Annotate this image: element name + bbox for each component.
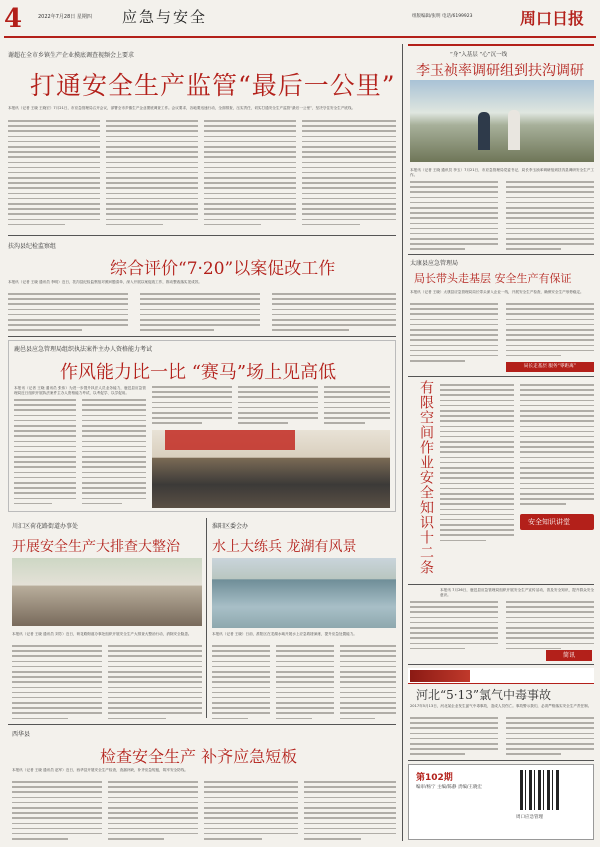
article3-text-col-1 bbox=[14, 399, 76, 507]
person-figure bbox=[508, 110, 520, 150]
article6-body: 本报讯（记者 王晓 通讯员 赵军）近日，西华县开展安全生产检查，查漏补缺，补齐应急短板，筑牢安全防线。 bbox=[12, 768, 188, 772]
sidebar-text-col-2 bbox=[506, 181, 594, 251]
divider bbox=[8, 235, 396, 236]
page-number: 4 bbox=[4, 4, 23, 34]
article3-text-col-3 bbox=[152, 386, 232, 426]
article2-kicker: 扶沟县纪检监察组 bbox=[8, 243, 57, 250]
article6-text-col-2 bbox=[108, 781, 198, 841]
article4-body: 本报讯（记者 王晓 通讯员 刘芳）近日，荷花路街道办事处组织开展安全生产大排查大整治行动，消除安全隐患。 bbox=[12, 632, 192, 636]
lead-text-col-1 bbox=[8, 120, 100, 230]
lake-drill-photo bbox=[212, 558, 396, 628]
sidebar-item2-text-col-1 bbox=[410, 303, 498, 365]
article6-text-col-4 bbox=[304, 781, 396, 841]
article2-text-col-1 bbox=[8, 293, 128, 333]
divider bbox=[408, 760, 594, 761]
qr-code[interactable] bbox=[520, 770, 560, 810]
sidebar-item2-kicker: 太康县应急管理局 bbox=[410, 260, 459, 267]
article3-text-col-4 bbox=[238, 386, 318, 426]
article3-text-col-5 bbox=[324, 386, 390, 426]
sidebar-text-col-1 bbox=[410, 181, 498, 251]
issue-date: 2022年7月28日 星期四 bbox=[38, 14, 92, 20]
accident-body: 2017年5月13日，河北某企业发生氯气中毒事故，造成人员伤亡。事故警示我们，必须严格落实安全生产责任制。 bbox=[410, 704, 592, 708]
lead-text-col-4 bbox=[302, 120, 396, 230]
header-rule bbox=[4, 36, 596, 38]
editor-meta: 组版编辑/张明 电话/6199923 bbox=[412, 14, 473, 19]
sidebar-item2-title: 局长带头走基层 安全生产有保证 bbox=[414, 272, 572, 285]
divider bbox=[408, 664, 594, 665]
sidebar-divider bbox=[402, 44, 403, 841]
investigation-photo bbox=[410, 80, 594, 162]
brief-text-col-2 bbox=[506, 601, 594, 653]
lead-text-col-2 bbox=[106, 120, 198, 230]
article3-title: 作风能力比一比 “赛马”场上见高低 bbox=[60, 362, 337, 383]
article4-title: 开展安全生产大排查大整治 bbox=[12, 539, 180, 555]
article5-text-col-1 bbox=[212, 645, 270, 720]
accident-text-col-2 bbox=[506, 717, 594, 757]
service-badge: 局长走基层 服务“零距离” bbox=[506, 362, 594, 372]
article5-text-col-3 bbox=[340, 645, 396, 720]
qr-caption: 周口应急管理 bbox=[516, 815, 543, 820]
article2-title: 综合评价“7·20”以案促改工作 bbox=[110, 259, 336, 279]
tips-text-col-1 bbox=[440, 384, 514, 544]
article2-text-col-2 bbox=[140, 293, 260, 333]
article4-kicker: 川汇区荷花路街道办事处 bbox=[12, 523, 79, 530]
article6-text-col-1 bbox=[12, 781, 102, 841]
divider bbox=[8, 336, 396, 337]
article2-text-col-3 bbox=[272, 293, 396, 333]
sidebar-column-title: 李玉祯率调研组到扶沟调研 bbox=[416, 63, 584, 79]
lead-title: 打通安全生产监管“最后一公里” bbox=[30, 71, 396, 100]
brief-text-col-1 bbox=[410, 601, 498, 653]
lead-text-col-3 bbox=[204, 120, 296, 230]
brief-label: 简讯 bbox=[546, 650, 592, 661]
article4-text-col-1 bbox=[12, 645, 102, 720]
inspection-photo bbox=[12, 558, 202, 626]
divider bbox=[8, 724, 396, 725]
article5-text-col-2 bbox=[276, 645, 334, 720]
tips-text-col-2 bbox=[520, 384, 594, 510]
article3-kicker: 鹿邑县应急管理局组织执法案件主办人资格能力考试 bbox=[14, 346, 153, 353]
sidebar-item2-text-col-2 bbox=[506, 303, 594, 361]
article5-body: 本报讯（记者 王晓）日前，淮阳区在龙湖水域开展水上应急救援演练，提升应急处置能力。 bbox=[212, 632, 357, 636]
tips-label: 安全知识讲堂 bbox=[528, 518, 570, 526]
column-divider bbox=[206, 518, 207, 718]
section-title: 应急与安全 bbox=[122, 8, 208, 26]
divider bbox=[408, 584, 594, 585]
article6-kicker: 西华县 bbox=[12, 731, 31, 738]
lead-kicker: 谢超在全市乡镇生产企业摸底调查视频会上要求 bbox=[8, 52, 135, 59]
lead-body: 本报讯（记者 王晓 王晓宏）7月21日，市应急管理局召开会议，部署全市乡镇生产企业摸底调查工作。会议要求，各地要迅速行动，全面排查，压实责任，切实打通安全生产监管“最后一公里”，坚决守住安全生产底线。 bbox=[8, 106, 356, 110]
article4-text-col-2 bbox=[108, 645, 202, 720]
sidebar-column-body: 本报讯（记者 王晓 通讯员 李玉）7月21日，市应急管理局党委书记、局长李玉祯率调研组到扶沟县调研安全生产工作。 bbox=[410, 168, 594, 178]
tips-vertical-title: 有限空间作业安全知识十二条 bbox=[418, 380, 434, 575]
article6-text-col-3 bbox=[204, 781, 298, 841]
article3-text-col-2 bbox=[82, 399, 146, 507]
banner-in-photo bbox=[165, 430, 295, 450]
divider bbox=[408, 254, 594, 255]
safety-motif bbox=[410, 670, 470, 682]
credits: 编审/杨宁 主编/陈静 责编/王晓宏 bbox=[416, 785, 482, 790]
person-figure bbox=[478, 112, 490, 150]
accident-text-col-1 bbox=[410, 717, 498, 757]
article6-title: 检查安全生产 补齐应急短板 bbox=[100, 747, 298, 766]
sidebar-column-kicker: “身”入基层 “心”沉一线 bbox=[450, 52, 508, 58]
brief-body: 本报讯 7月26日，鹿邑县应急管理局组织开展安全生产宣传活动，普及安全知识，提升群众安全意识。 bbox=[440, 588, 594, 598]
newspaper-logo: 周口日报 bbox=[520, 9, 585, 28]
accident-title: 河北“5·13”氯气中毒事故 bbox=[416, 688, 551, 702]
article5-title: 水上大练兵 龙湖有风景 bbox=[212, 539, 357, 555]
divider bbox=[408, 376, 594, 377]
sidebar-item2-body: 本报讯（记者 王晓）太康县应急管理局局长带头深入企业一线，开展安全生产检查，确保安全生产形势稳定。 bbox=[410, 290, 584, 294]
article5-kicker: 淮阳区委会办 bbox=[212, 523, 249, 530]
issue-number: 第102期 bbox=[416, 773, 453, 783]
article3-body: 本报讯（记者 王晓 通讯员 张伟）为进一步提升执法人员业务能力，鹿邑县应急管理局近日组织开展执法案件主办人资格能力考试，以考促学、以学促用。 bbox=[14, 386, 146, 396]
article2-body: 本报讯（记者 王晓 通讯员 李明）近日，扶沟县纪检监察组对照问题清单，深入开展以案促改工作，推动整改落实见成效。 bbox=[8, 280, 202, 284]
